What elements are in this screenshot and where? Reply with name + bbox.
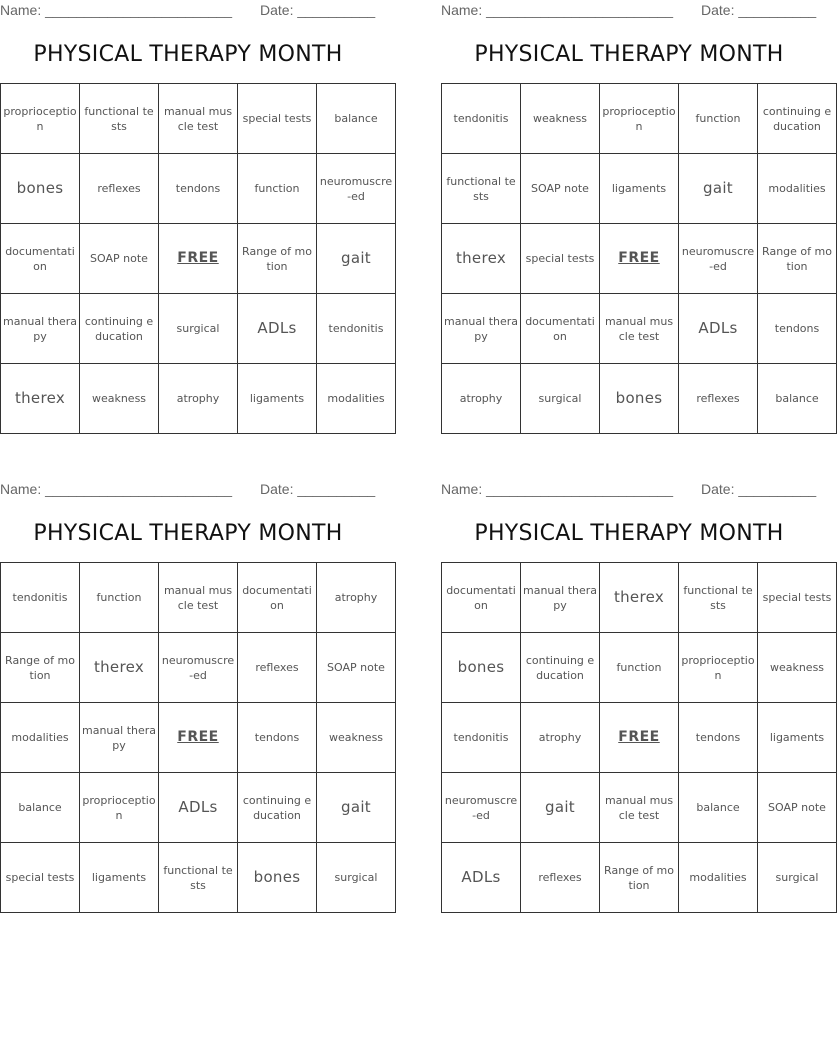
bingo-grid <box>441 562 837 913</box>
bingo-cell: atrophy <box>442 364 521 434</box>
bingo-cell: function <box>679 84 758 154</box>
bingo-cell: tendonitis <box>442 703 521 773</box>
bingo-cell: bones <box>442 633 521 703</box>
bingo-cell: gait <box>521 773 600 843</box>
bingo-cell: Range of motion <box>1 633 80 703</box>
date-label: Date: __________ <box>701 2 817 18</box>
bingo-cell: modalities <box>679 843 758 913</box>
bingo-cell: documentation <box>442 563 521 633</box>
grid-row <box>442 703 837 773</box>
bingo-cell: ADLs <box>159 773 238 843</box>
grid-row <box>1 633 396 703</box>
bingo-cell: modalities <box>1 703 80 773</box>
bingo-cell: weakness <box>521 84 600 154</box>
grid-row <box>1 294 396 364</box>
bingo-cell: neuromuscre-ed <box>442 773 521 843</box>
bingo-cell: continuing education <box>80 294 159 364</box>
bingo-cell: bones <box>238 843 317 913</box>
bingo-cell: gait <box>679 154 758 224</box>
bingo-cell: tendonitis <box>442 84 521 154</box>
grid-row <box>1 773 396 843</box>
bingo-cell: ligaments <box>80 843 159 913</box>
free-space: FREE <box>600 224 679 294</box>
bingo-cell: neuromuscre-ed <box>159 633 238 703</box>
bingo-cell: weakness <box>758 633 837 703</box>
card-header <box>0 2 376 20</box>
grid-row <box>442 773 837 843</box>
bingo-cell: SOAP note <box>80 224 159 294</box>
bingo-cell: documentation <box>238 563 317 633</box>
bingo-cell: proprioception <box>1 84 80 154</box>
bingo-cell: manual muscle test <box>600 294 679 364</box>
bingo-cell: manual therapy <box>80 703 159 773</box>
bingo-cell: function <box>80 563 159 633</box>
bingo-cell: ligaments <box>758 703 837 773</box>
bingo-grid <box>441 83 837 434</box>
bingo-cell: manual therapy <box>1 294 80 364</box>
bingo-cell: therex <box>600 563 679 633</box>
bingo-cell: neuromuscre-ed <box>317 154 396 224</box>
grid-row <box>442 633 837 703</box>
grid-row <box>442 364 837 434</box>
grid-row <box>442 843 837 913</box>
bingo-cell: continuing education <box>238 773 317 843</box>
bingo-cell: proprioception <box>600 84 679 154</box>
bingo-cell: weakness <box>80 364 159 434</box>
bingo-cell: gait <box>317 773 396 843</box>
bingo-cell: functional tests <box>80 84 159 154</box>
bingo-cell: neuromuscre-ed <box>679 224 758 294</box>
card-header <box>441 481 817 499</box>
date-label: Date: __________ <box>701 481 817 497</box>
grid-row <box>1 224 396 294</box>
bingo-cell: atrophy <box>521 703 600 773</box>
bingo-cell: SOAP note <box>317 633 396 703</box>
bingo-cell: tendons <box>159 154 238 224</box>
bingo-cell: documentation <box>1 224 80 294</box>
bingo-cell: functional tests <box>442 154 521 224</box>
date-label: Date: __________ <box>260 2 376 18</box>
bingo-cell: balance <box>1 773 80 843</box>
bingo-cell: ligaments <box>238 364 317 434</box>
bingo-cell: special tests <box>238 84 317 154</box>
bingo-cell: reflexes <box>679 364 758 434</box>
name-label: Name: ________________________ <box>0 481 232 497</box>
card-title: PHYSICAL THERAPY MONTH <box>474 42 784 67</box>
card-header <box>441 2 817 20</box>
bingo-cell: Range of motion <box>238 224 317 294</box>
bingo-cell: Range of motion <box>758 224 837 294</box>
card-header <box>0 481 376 499</box>
bingo-cell: manual muscle test <box>600 773 679 843</box>
grid-row <box>442 84 837 154</box>
bingo-cell: tendons <box>238 703 317 773</box>
bingo-cell: special tests <box>1 843 80 913</box>
grid-row <box>1 364 396 434</box>
bingo-cell: ligaments <box>600 154 679 224</box>
bingo-cell: weakness <box>317 703 396 773</box>
name-label: Name: ________________________ <box>441 481 673 497</box>
bingo-cell: therex <box>442 224 521 294</box>
bingo-cell: ADLs <box>238 294 317 364</box>
grid-row <box>1 154 396 224</box>
bingo-cell: SOAP note <box>758 773 837 843</box>
grid-row <box>442 294 837 364</box>
bingo-cell: continuing education <box>758 84 837 154</box>
bingo-cell: Range of motion <box>600 843 679 913</box>
bingo-cell: gait <box>317 224 396 294</box>
bingo-cell: functional tests <box>679 563 758 633</box>
grid-row <box>442 154 837 224</box>
bingo-grid <box>0 83 396 434</box>
bingo-cell: surgical <box>521 364 600 434</box>
bingo-cell: manual therapy <box>521 563 600 633</box>
bingo-cell: function <box>600 633 679 703</box>
bingo-cell: continuing education <box>521 633 600 703</box>
bingo-cell: ADLs <box>679 294 758 364</box>
card-title: PHYSICAL THERAPY MONTH <box>33 521 343 546</box>
bingo-cell: therex <box>80 633 159 703</box>
bingo-cell: atrophy <box>317 563 396 633</box>
bingo-cell: documentation <box>521 294 600 364</box>
bingo-cell: functional tests <box>159 843 238 913</box>
grid-row <box>1 843 396 913</box>
bingo-cell: balance <box>317 84 396 154</box>
bingo-cell: proprioception <box>679 633 758 703</box>
card-title: PHYSICAL THERAPY MONTH <box>474 521 784 546</box>
free-space: FREE <box>159 224 238 294</box>
bingo-cell: SOAP note <box>521 154 600 224</box>
bingo-cell: reflexes <box>80 154 159 224</box>
bingo-cell: balance <box>679 773 758 843</box>
grid-row <box>1 84 396 154</box>
date-label: Date: __________ <box>260 481 376 497</box>
bingo-cell: tendons <box>679 703 758 773</box>
free-space: FREE <box>600 703 679 773</box>
bingo-cell: tendons <box>758 294 837 364</box>
bingo-cell: modalities <box>758 154 837 224</box>
grid-row <box>1 703 396 773</box>
bingo-cell: special tests <box>521 224 600 294</box>
bingo-cell: function <box>238 154 317 224</box>
bingo-cell: surgical <box>317 843 396 913</box>
bingo-cell: therex <box>1 364 80 434</box>
bingo-cell: manual muscle test <box>159 563 238 633</box>
name-label: Name: ________________________ <box>441 2 673 18</box>
bingo-cell: bones <box>600 364 679 434</box>
grid-row <box>1 563 396 633</box>
bingo-cell: manual muscle test <box>159 84 238 154</box>
grid-row <box>442 563 837 633</box>
bingo-cell: balance <box>758 364 837 434</box>
card-title: PHYSICAL THERAPY MONTH <box>33 42 343 67</box>
bingo-cell: ADLs <box>442 843 521 913</box>
bingo-cell: manual therapy <box>442 294 521 364</box>
bingo-cell: surgical <box>159 294 238 364</box>
bingo-cell: tendonitis <box>317 294 396 364</box>
bingo-cell: tendonitis <box>1 563 80 633</box>
grid-row <box>442 224 837 294</box>
free-space: FREE <box>159 703 238 773</box>
name-label: Name: ________________________ <box>0 2 232 18</box>
bingo-grid <box>0 562 396 913</box>
bingo-cell: reflexes <box>238 633 317 703</box>
bingo-cell: atrophy <box>159 364 238 434</box>
bingo-cell: proprioception <box>80 773 159 843</box>
bingo-cell: reflexes <box>521 843 600 913</box>
bingo-cell: bones <box>1 154 80 224</box>
bingo-cell: special tests <box>758 563 837 633</box>
bingo-cell: modalities <box>317 364 396 434</box>
bingo-cell: surgical <box>758 843 837 913</box>
